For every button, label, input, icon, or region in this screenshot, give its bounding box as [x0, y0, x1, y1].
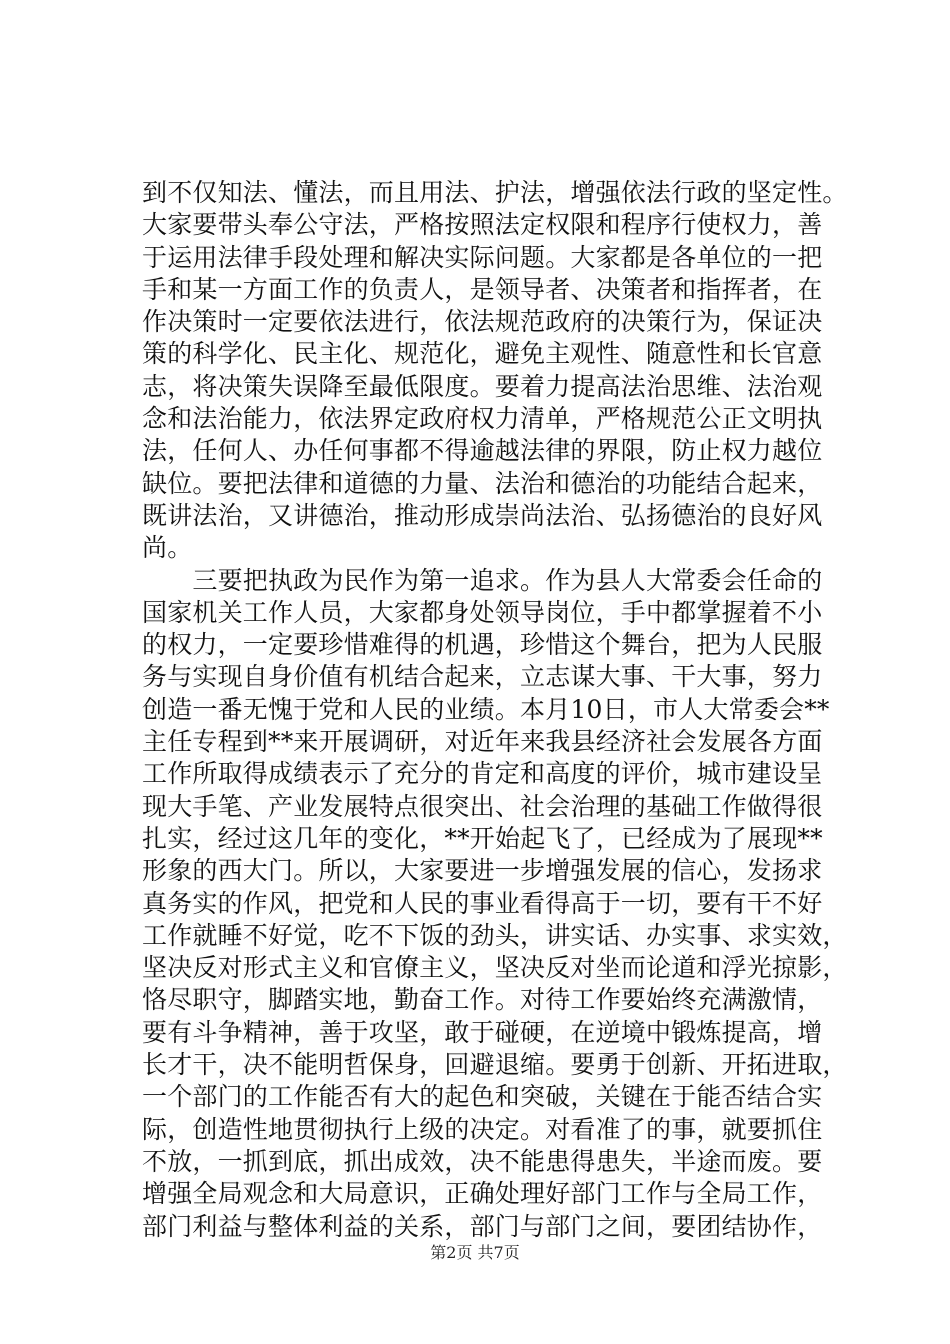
text-line: 务与实现自身价值有机结合起来，立志谋大事、干大事，努力 — [142, 662, 823, 692]
text-line: 作决策时一定要依法进行，依法规范政府的决策行为，保证决 — [142, 307, 823, 337]
text-line: 一个部门的工作能否有大的起色和突破，关键在于能否结合实 — [142, 1082, 823, 1112]
paragraph-start-line: 三要把执政为民作为第一追求。作为县人大常委会任命的 — [142, 565, 823, 595]
text-line: 法，任何人、办任何事都不得逾越法律的界限，防止权力越位 — [142, 436, 823, 466]
text-line: 尚。 — [142, 533, 193, 563]
text-line: 长才干，决不能明哲保身，回避退缩。要勇于创新、开拓进取， — [142, 1050, 848, 1080]
text-line: 念和法治能力，依法界定政府权力清单，严格规范公正文明执 — [142, 404, 823, 434]
page-footer — [0, 1240, 950, 1263]
text-line: 增强全局观念和大局意识，正确处理好部门工作与全局工作， — [142, 1179, 823, 1209]
text-line: 恪尽职守，脚踏实地，勤奋工作。对待工作要始终充满激情， — [142, 985, 823, 1015]
text-line: 创造一番无愧于党和人民的业绩。本月10日，市人大常委会** — [142, 694, 830, 724]
text-line: 大家要带头奉公守法，严格按照法定权限和程序行使权力，善 — [142, 210, 823, 240]
text-line: 到不仅知法、懂法，而且用法、护法，增强依法行政的坚定性。 — [142, 178, 848, 207]
text-line: 工作所取得成绩表示了充分的肯定和高度的评价，城市建设呈 — [142, 759, 823, 789]
text-line: 策的科学化、民主化、规范化，避免主观性、随意性和长官意 — [142, 339, 823, 369]
page-number: 第2页 共7页 — [430, 1243, 520, 1262]
text-line: 工作就睡不好觉，吃不下饭的劲头，讲实话、办实事、求实效， — [142, 920, 848, 950]
text-line: 手和某一方面工作的负责人，是领导者、决策者和指挥者，在 — [142, 274, 823, 304]
text-line: 缺位。要把法律和道德的力量、法治和德治的功能结合起来， — [142, 468, 823, 498]
text-line: 真务实的作风，把党和人民的事业看得高于一切，要有干不好 — [142, 888, 823, 918]
text-line: 的权力，一定要珍惜难得的机遇，珍惜这个舞台，把为人民服 — [142, 630, 823, 660]
text-line: 要有斗争精神，善于攻坚，敢于碰硬，在逆境中锻炼提高，增 — [142, 1017, 823, 1047]
text-line: 部门利益与整体利益的关系，部门与部门之间，要团结协作， — [142, 1211, 823, 1241]
text-line: 既讲法治，又讲德治，推动形成崇尚法治、弘扬德治的良好风 — [142, 500, 823, 530]
text-line: 不放，一抓到底，抓出成效，决不能患得患失，半途而废。要 — [142, 1146, 823, 1176]
text-line: 坚决反对形式主义和官僚主义，坚决反对坐而论道和浮光掠影， — [142, 953, 848, 983]
text-line: 主任专程到**来开展调研，对近年来我县经济社会发展各方面 — [142, 727, 823, 757]
text-line: 际，创造性地贯彻执行上级的决定。对看准了的事，就要抓住 — [142, 1114, 823, 1144]
text-line: 形象的西大门。所以，大家要进一步增强发展的信心，发扬求 — [142, 856, 823, 886]
text-line: 志，将决策失误降至最低限度。要着力提高法治思维、法治观 — [142, 371, 823, 401]
text-line: 于运用法律手段处理和解决实际问题。大家都是各单位的一把 — [142, 242, 823, 272]
text-line: 扎实，经过这几年的变化，**开始起飞了，已经成为了展现** — [142, 823, 823, 853]
body-text — [142, 177, 848, 1243]
text-line: 国家机关工作人员，大家都身处领导岗位，手中都掌握着不小 — [142, 597, 823, 627]
text-line: 现大手笔、产业发展特点很突出、社会治理的基础工作做得很 — [142, 791, 823, 821]
